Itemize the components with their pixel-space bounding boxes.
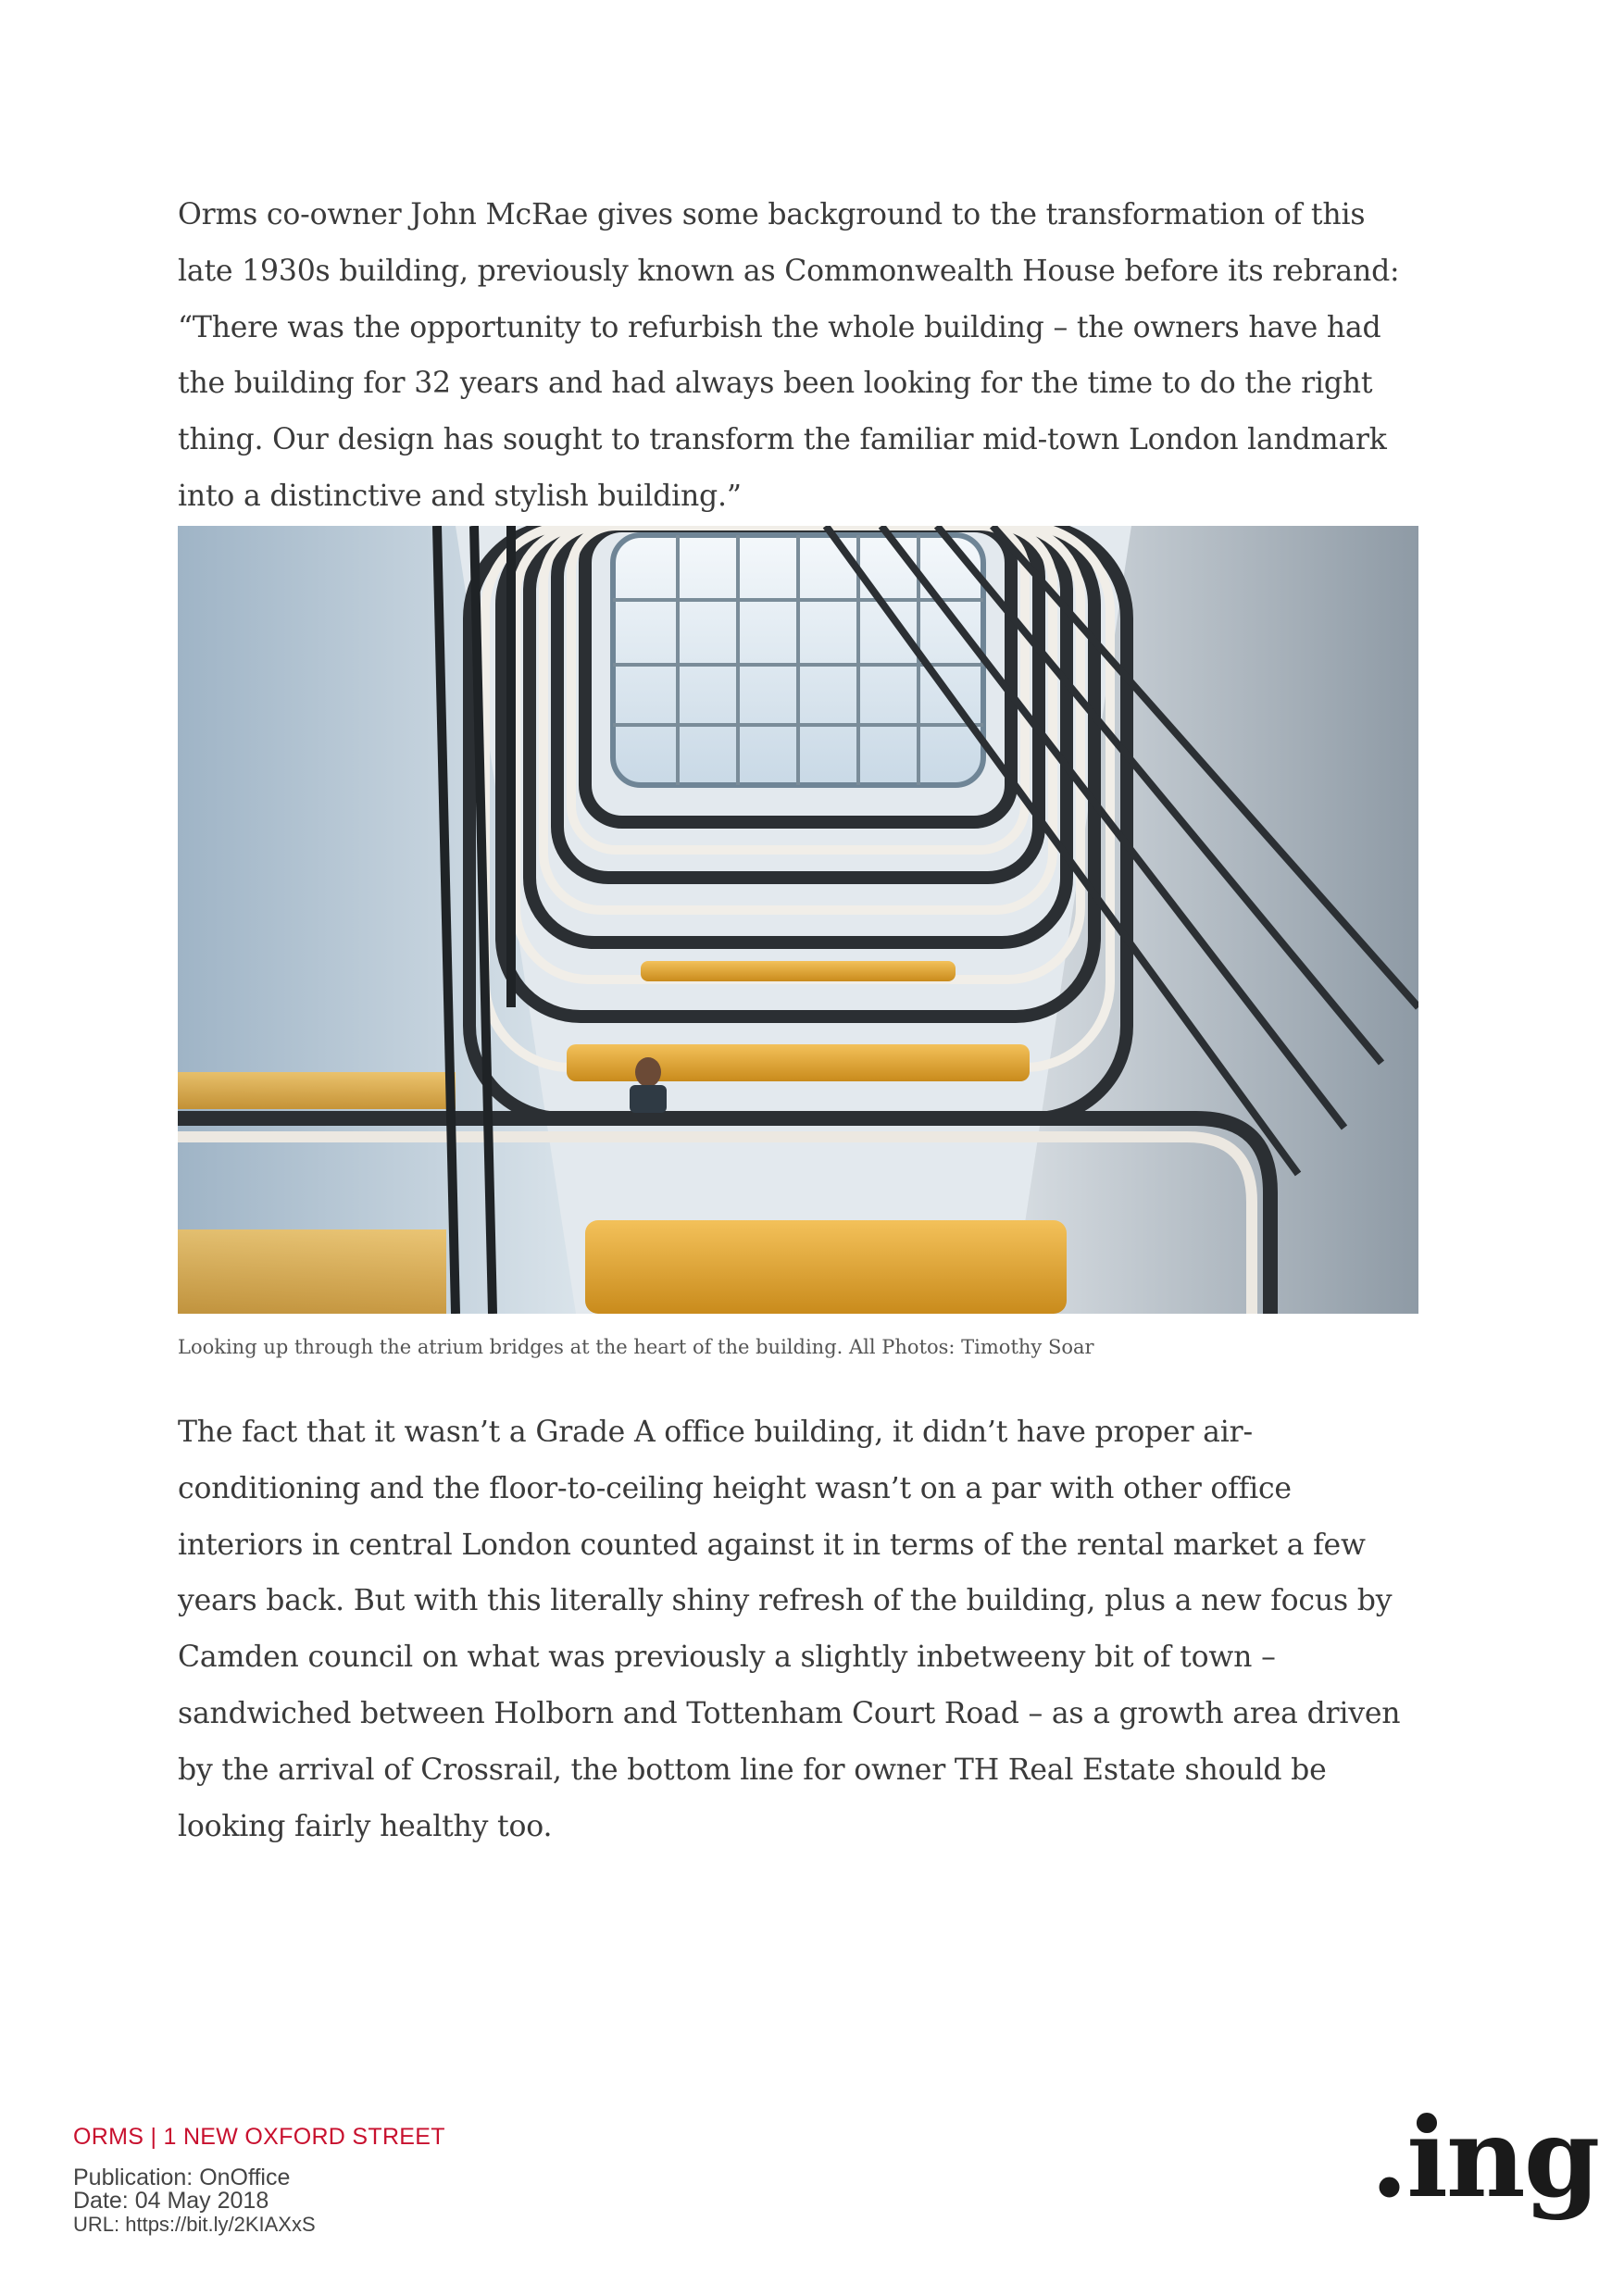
date-line: Date: 04 May 2018	[73, 2188, 269, 2214]
footer-project-title	[73, 2124, 445, 2151]
publication-line: Publication: OnOffice	[73, 2165, 291, 2190]
footer-meta	[73, 2166, 316, 2236]
ing-logo: .ing	[1370, 2093, 1599, 2222]
url-line: URL: https://bit.ly/2KIAXxS	[73, 2213, 316, 2236]
atrium-photo	[178, 526, 1418, 1314]
photo-caption: Looking up through the atrium bridges at the heart of the building. All Photos: Timothy Soar	[178, 1336, 1094, 1358]
footer-separator: |	[150, 2124, 157, 2150]
body-paragraph-1: Orms co-owner John McRae gives some background to the transformation of this late 1930s building, previously known as Commonwealth House before its rebrand: “There was the opportunity to refurbish the whole building – the owners have had the building for 32 years and had always been looking for the time to do the right thing. Our design has sought to transform the familiar mid-town London landmark into a distinctive and stylish building.”	[178, 198, 1400, 513]
footer-project-name: ORMS	[73, 2124, 144, 2150]
footer-project-subtitle: 1 NEW OXFORD STREET	[163, 2124, 445, 2150]
body-paragraph-2: The fact that it wasn’t a Grade A office building, it didn’t have proper air-conditioning and the floor-to-ceiling height wasn’t on a par with other office interiors in central London counted against it in terms of the rental market a few years back. But with this literally shiny refresh of the building, plus a new focus by Camden council on what was previously a slightly inbetweeny bit of town – sandwiched between Holborn and Tottenham Court Road – as a growth area driven by the arrival of Crossrail, the bottom line for owner TH Real Estate should be looking fairly healthy too.	[178, 1416, 1401, 1843]
